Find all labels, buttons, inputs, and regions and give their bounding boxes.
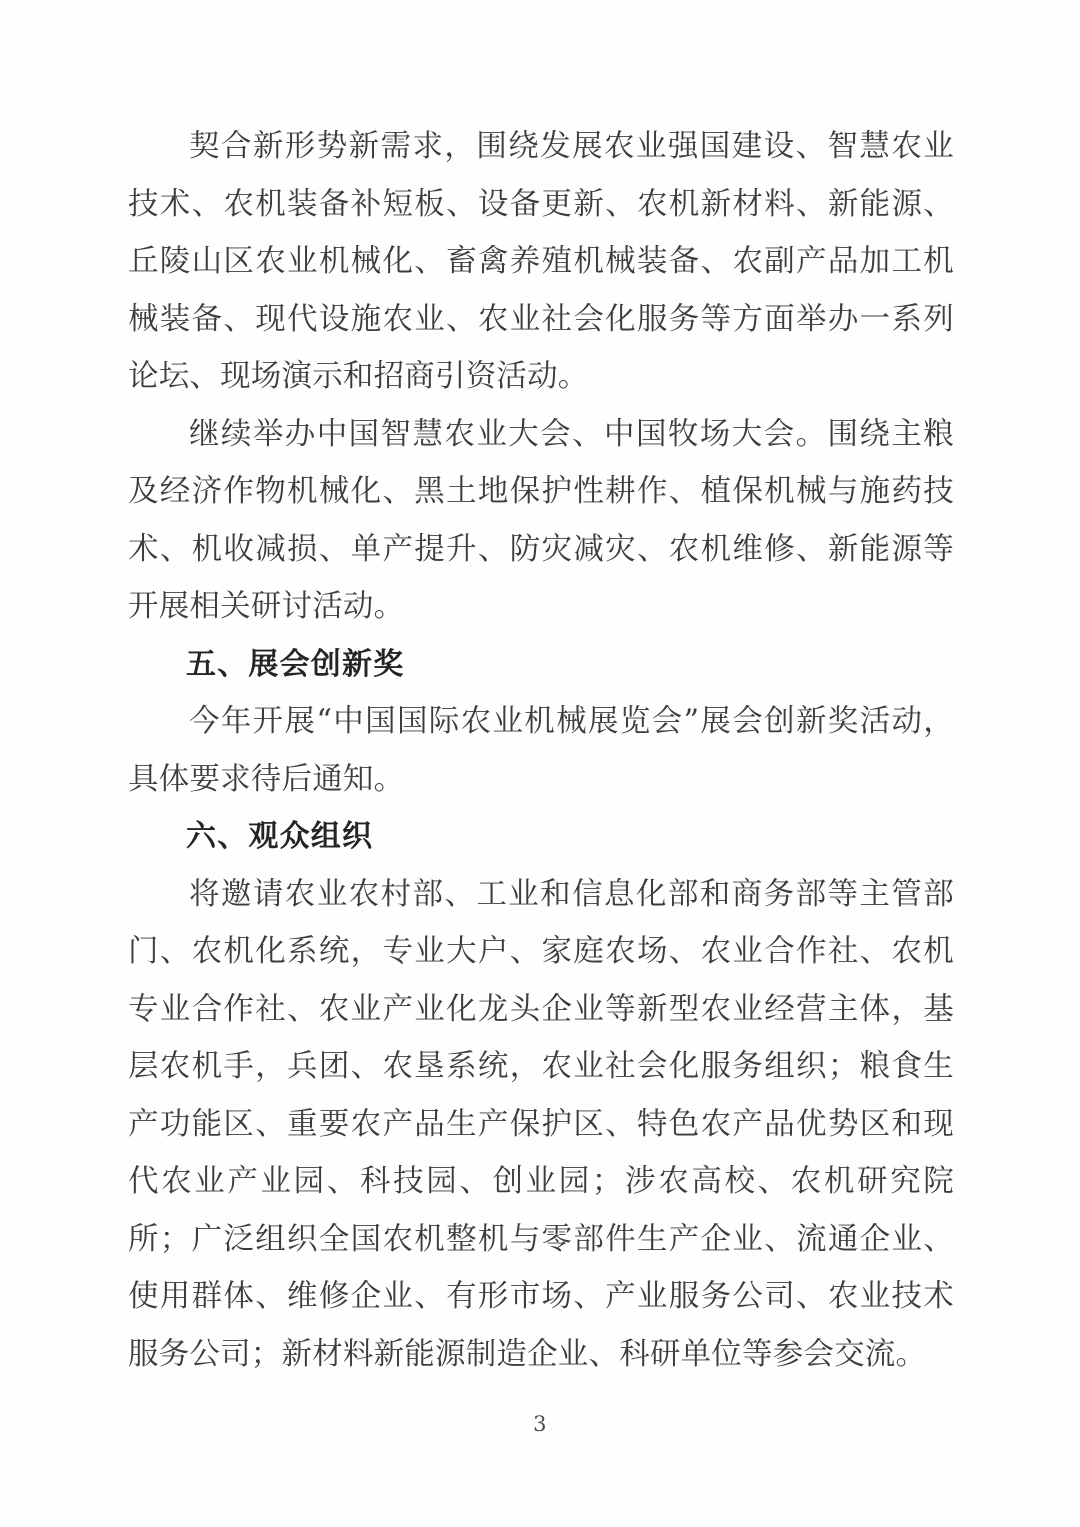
paragraph-conferences: 继续举办中国智慧农业大会、中国牧场大会。围绕主粮及经济作物机械化、黑土地保护性耕作、植保机械与施药技术、机收减损、单产提升、防灾减灾、农机维修、新能源等开展相关研讨活动。 xyxy=(128,416,954,624)
heading-section-six: 六、观众组织 xyxy=(186,819,374,854)
paragraph-innovation-award: 今年开展“中国国际农业机械展览会”展会创新奖活动，具体要求待后通知。 xyxy=(128,704,954,797)
page-number: 3 xyxy=(533,1412,547,1436)
paragraph-audience-organization: 将邀请农业农村部、工业和信息化部和商务部等主管部门、农机化系统，专业大户、家庭农场、农业合作社、农机专业合作社、农业产业化龙头企业等新型农业经营主体，基层农机手，兵团、农垦系统，农业社会化服务组织；粮食生产功能区、重要农产品生产保护区、特色农产品优势区和现代农业产业园、科技园、创业园；涉农高校、农机研究院所；广泛组织全国农机整机与零部件生产企业、流通企业、使用群体、维修企业、有形市场、产业服务公司、农业技术服务公司；新材料新能源制造企业、科研单位等参会交流。 xyxy=(128,876,954,1372)
heading-section-five: 五、展会创新奖 xyxy=(186,646,405,682)
document-body xyxy=(128,118,954,1383)
paragraph-forums-and-investment: 契合新形势新需求，围绕发展农业强国建设、智慧农业技术、农机装备补短板、设备更新、农机新材料、新能源、丘陵山区农业机械化、畜禽养殖机械装备、农副产品加工机械装备、现代设施农业、农业社会化服务等方面举办一系列论坛、现场演示和招商引资活动。 xyxy=(128,129,954,394)
